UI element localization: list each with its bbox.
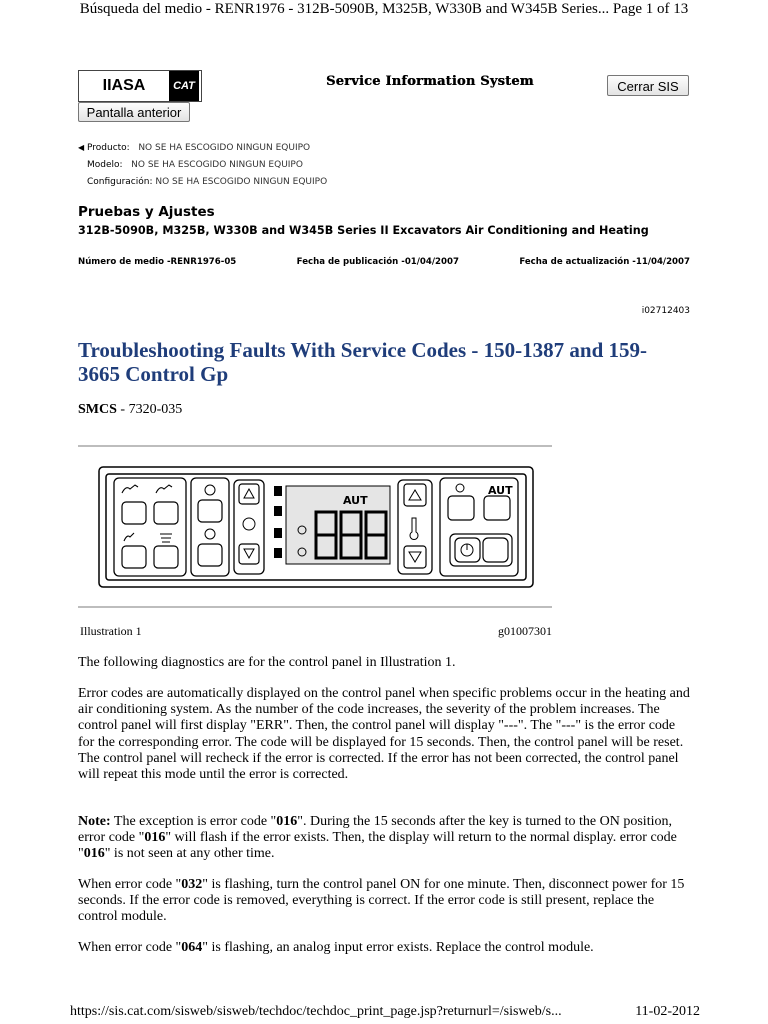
media-number: Número de medio -RENR1976-05 — [78, 257, 237, 267]
illustration-id: g01007301 — [498, 624, 552, 638]
document-title: 312B-5090B, M325B, W330B and W345B Series II Excavators Air Conditioning and Heating — [78, 224, 649, 237]
model-row — [78, 159, 303, 171]
text-run: When error code " — [78, 940, 182, 955]
text-run: ". During the 15 seconds after the key is turned to the ON position, error code " — [78, 814, 672, 846]
model-value: NO SE HA ESCOGIDO NINGUN EQUIPO — [131, 160, 303, 170]
note-label: Note: — [78, 814, 111, 829]
text-run: " is flashing, turn the control panel ON for one minute. Then, disconnect power for 15 seconds. If the error code is removed, everything is correct. If the error code is still present, replace the control module. — [78, 877, 685, 925]
text-run: The exception is error code " — [110, 814, 277, 829]
control-panel-illustration — [98, 466, 534, 588]
configuration-value: NO SE HA ESCOGIDO NINGUN EQUIPO — [155, 177, 328, 187]
print-header: Búsqueda del medio - RENR1976 - 312B-5090B, M325B, W330B and W345B Series... Page 1 of 13 — [79, 1, 689, 17]
paragraph: Error codes are automatically displayed on the control panel when specific problems occur in the heating and air conditioning system. As the number of the code increases, the severity of the problem increases. The control panel will first display "ERR". Then, the control panel will display "---". The "---" is the error code for the corresponding error. The code will be displayed for 15 seconds. Then, the control panel will be reset. The control panel will recheck if the error is corrected. If the error has not been corrected, the control panel will repeat this mode until the error is corrected. — [78, 686, 690, 783]
smcs-label: SMCS — [78, 402, 117, 417]
paragraph: The following diagnostics are for the control panel in Illustration 1. — [78, 655, 456, 670]
text-run: " will flash if the error exists. Then, the display will return to the normal display. error code " — [78, 830, 677, 862]
smcs-code — [78, 402, 182, 418]
error-code: 016 — [83, 846, 105, 862]
error-code: 032 — [181, 877, 203, 892]
logo — [78, 70, 202, 102]
illustration-label: Illustration 1 — [80, 624, 142, 638]
app-title: Service Information System — [326, 74, 534, 89]
print-footer — [70, 1004, 700, 1020]
product-row — [78, 142, 310, 154]
previous-screen-button[interactable]: Pantalla anterior — [78, 102, 190, 122]
product-value: NO SE HA ESCOGIDO NINGUN EQUIPO — [138, 143, 311, 153]
article-title: Troubleshooting Faults With Service Codes - 150-1387 and 159-3665 Control Gp — [78, 338, 647, 386]
error-code: 016 — [144, 830, 166, 846]
configuration-label: Configuración: — [87, 177, 153, 187]
footer-url: https://sis.cat.com/sisweb/sisweb/techdoc/techdoc_print_page.jsp?returnurl=/sisweb/s... — [70, 1004, 562, 1019]
chevron-left-icon[interactable]: ◀ — [78, 143, 85, 152]
lcd-auto-label: AUT — [343, 494, 368, 507]
paragraph — [78, 877, 693, 926]
error-code: 064 — [181, 940, 203, 955]
panel-auto-label: AUT — [488, 484, 513, 497]
smcs-value: - 7320-035 — [116, 402, 183, 417]
publication-date: Fecha de publicación -01/04/2007 — [296, 257, 459, 267]
footer-date: 11-02-2012 — [635, 1004, 700, 1019]
error-code: 016 — [276, 814, 298, 829]
divider — [78, 606, 552, 608]
document-info — [78, 257, 690, 267]
text-run: " is not seen at any other time. — [104, 846, 275, 862]
text-run: When error code " — [78, 877, 182, 892]
paragraph — [78, 940, 693, 956]
configuration-row — [78, 176, 327, 188]
divider — [78, 445, 552, 447]
text-run: " is flashing, an analog input error exists. Replace the control module. — [202, 940, 594, 955]
model-label: Modelo: — [87, 160, 123, 170]
section-title: Pruebas y Ajustes — [78, 204, 215, 220]
cat-logo: CAT — [169, 71, 199, 101]
logo-brand: IIASA — [102, 77, 146, 94]
document-id: i02712403 — [641, 306, 690, 316]
update-date: Fecha de actualización -11/04/2007 — [519, 257, 690, 267]
product-label: Producto: — [87, 143, 130, 153]
note-paragraph — [78, 814, 693, 863]
close-sis-button[interactable]: Cerrar SIS — [607, 75, 689, 96]
